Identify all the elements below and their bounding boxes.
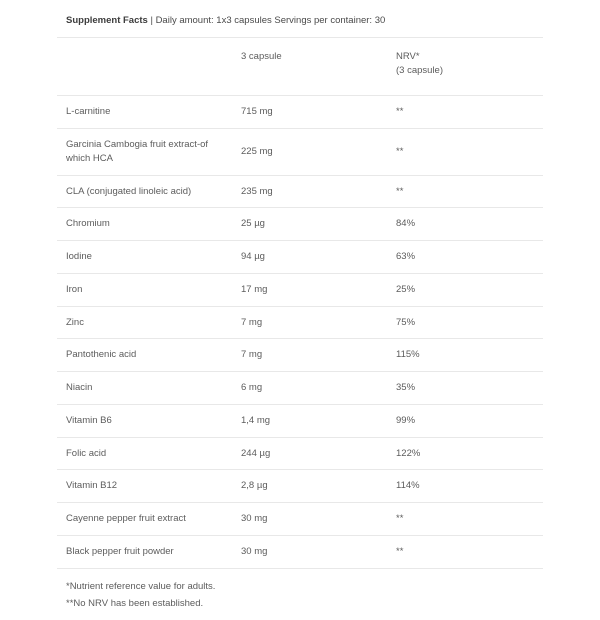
footnote-text-2: **No NRV has been established.	[66, 597, 204, 609]
column-header-nrv-line2: (3 capsule)	[396, 64, 443, 76]
table-row	[57, 208, 543, 241]
row-amount: 30 mg	[232, 536, 387, 569]
row-name: CLA (conjugated linoleic acid)	[57, 175, 232, 208]
row-name: Black pepper fruit powder	[57, 536, 232, 569]
row-name: Niacin	[57, 372, 232, 405]
row-nrv: 35%	[387, 372, 543, 405]
row-name: Folic acid	[57, 437, 232, 470]
row-amount: 7 mg	[232, 339, 387, 372]
row-name: Iodine	[57, 241, 232, 274]
row-amount: 715 mg	[232, 96, 387, 129]
column-header-row	[57, 37, 543, 96]
row-name: Iron	[57, 273, 232, 306]
column-header-nrv	[387, 37, 543, 96]
row-amount: 2,8 µg	[232, 470, 387, 503]
row-nrv: 99%	[387, 404, 543, 437]
table-row	[57, 129, 543, 176]
footnote-row-2	[57, 597, 543, 620]
row-name: Garcinia Cambogia fruit extract-of which HCA	[57, 129, 232, 176]
row-nrv: **	[387, 96, 543, 129]
row-nrv: **	[387, 503, 543, 536]
table-row	[57, 372, 543, 405]
row-name: Chromium	[57, 208, 232, 241]
row-nrv: **	[387, 536, 543, 569]
table-row	[57, 306, 543, 339]
row-amount: 30 mg	[232, 503, 387, 536]
row-nrv: 115%	[387, 339, 543, 372]
table-title-row	[57, 6, 543, 37]
row-name: Cayenne pepper fruit extract	[57, 503, 232, 536]
table-row	[57, 470, 543, 503]
row-nrv: 84%	[387, 208, 543, 241]
row-nrv: **	[387, 175, 543, 208]
row-nrv: 114%	[387, 470, 543, 503]
row-name: Vitamin B6	[57, 404, 232, 437]
footnote-row-1	[57, 568, 543, 596]
table-row	[57, 404, 543, 437]
table-row	[57, 339, 543, 372]
column-header-amount: 3 capsule	[232, 37, 387, 96]
row-amount: 7 mg	[232, 306, 387, 339]
table-body	[57, 6, 543, 620]
table-row	[57, 241, 543, 274]
row-name: L-carnitine	[57, 96, 232, 129]
table-row	[57, 175, 543, 208]
table-title-bold: Supplement Facts	[66, 15, 148, 26]
table-row	[57, 536, 543, 569]
row-nrv: 63%	[387, 241, 543, 274]
row-nrv: **	[387, 129, 543, 176]
table-row	[57, 503, 543, 536]
table-title	[66, 15, 385, 26]
row-amount: 17 mg	[232, 273, 387, 306]
column-header-name	[57, 37, 232, 96]
row-amount: 25 µg	[232, 208, 387, 241]
row-amount: 6 mg	[232, 372, 387, 405]
row-nrv: 25%	[387, 273, 543, 306]
supplement-facts-table-container	[57, 6, 543, 620]
row-amount: 94 µg	[232, 241, 387, 274]
row-name: Pantothenic acid	[57, 339, 232, 372]
table-row	[57, 273, 543, 306]
footnote-text-1: *Nutrient reference value for adults.	[57, 568, 543, 596]
row-nrv: 75%	[387, 306, 543, 339]
column-header-nrv-line1: NRV*	[396, 50, 420, 62]
row-nrv: 122%	[387, 437, 543, 470]
row-amount: 244 µg	[232, 437, 387, 470]
row-amount: 1,4 mg	[232, 404, 387, 437]
row-name: Vitamin B12	[57, 470, 232, 503]
row-name: Zinc	[57, 306, 232, 339]
row-amount: 235 mg	[232, 175, 387, 208]
row-amount: 225 mg	[232, 129, 387, 176]
table-title-rest: | Daily amount: 1x3 capsules Servings per container: 30	[147, 15, 386, 26]
table-row	[57, 96, 543, 129]
table-title-cell	[57, 6, 543, 37]
table-row	[57, 437, 543, 470]
supplement-facts-table	[57, 6, 543, 620]
